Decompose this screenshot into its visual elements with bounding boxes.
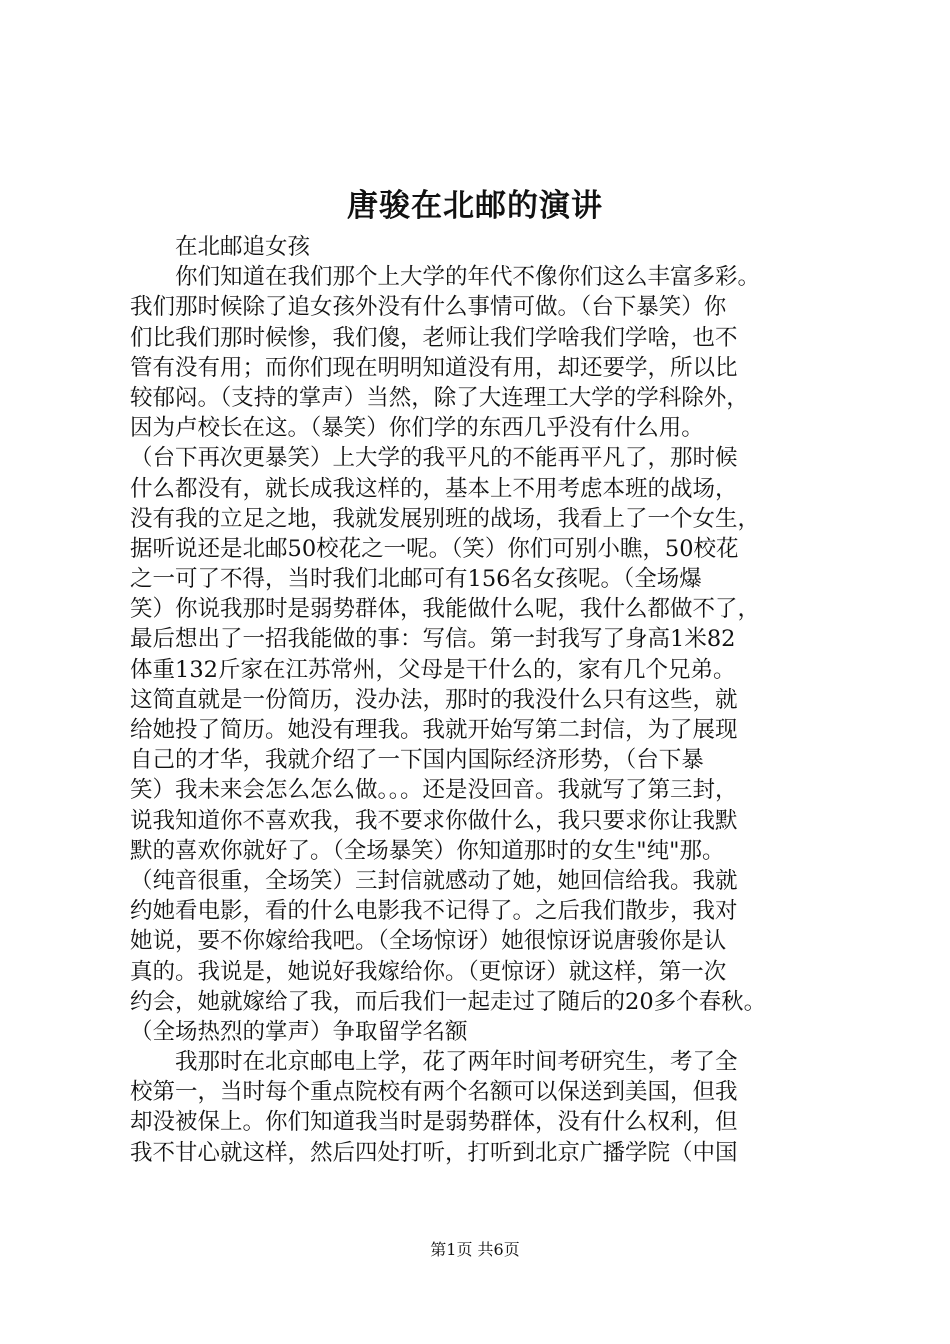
text-line: （纯音很重，全场笑）三封信就感动了她，她回信给我。我就: [130, 867, 738, 894]
text-line: 在北邮追女孩: [130, 234, 311, 260]
text-line: 据听说还是北邮50校花之一呢。（笑）你们可别小瞧，50校花: [130, 535, 739, 562]
text-line: 默的喜欢你就好了。（全场暴笑）你知道那时的女生"纯"那。: [130, 837, 725, 864]
text-line: 却没被保上。你们知道我当时是弱势群体，没有什么权利，但: [130, 1109, 738, 1136]
text-line: 校第一，当时每个重点院校有两个名额可以保送到美国，但我: [130, 1079, 738, 1106]
text-line: 什么都没有，就长成我这样的，基本上不用考虑本班的战场，: [130, 475, 738, 502]
text-line: 约她看电影，看的什么电影我不记得了。之后我们散步，我对: [130, 898, 738, 925]
text-line: 约会，她就嫁给了我，而后我们一起走过了随后的20多个春秋。: [130, 988, 767, 1015]
text-line: 我们那时候除了追女孩外没有什么事情可做。（台下暴笑）你: [130, 294, 727, 321]
text-line: 这简直就是一份简历，没办法，那时的我没什么只有这些，就: [130, 686, 738, 713]
text-line: 笑）你说我那时是弱势群体，我能做什么呢，我什么都做不了，: [130, 596, 761, 623]
page-footer: 第1页 共6页: [430, 1240, 520, 1259]
document-body: [130, 232, 848, 1168]
text-line: 你们知道在我们那个上大学的年代不像你们这么丰富多彩。: [130, 264, 761, 291]
text-line: 我不甘心就这样，然后四处打听，打听到北京广播学院（中国: [130, 1139, 738, 1166]
text-line: 最后想出了一招我能做的事：写信。第一封我写了身高1米82: [130, 626, 736, 653]
text-line: （台下再次更暴笑）上大学的我平凡的不能再平凡了，那时候: [130, 445, 738, 472]
text-line: （全场热烈的掌声）争取留学名额: [130, 1018, 468, 1045]
text-line: 之一可了不得，当时我们北邮可有156名女孩呢。（全场爆: [130, 566, 702, 593]
text-line: 没有我的立足之地，我就发展别班的战场，我看上了一个女生，: [130, 505, 761, 532]
text-line: 我那时在北京邮电上学，花了两年时间考研究生，考了全: [130, 1049, 738, 1076]
text-line: 较郁闷。（支持的掌声）当然，除了大连理工大学的学科除外，: [130, 384, 749, 411]
text-line: 自己的才华，我就介绍了一下国内国际经济形势，（台下暴: [130, 747, 704, 774]
text-line: 因为卢校长在这。（暴笑）你们学的东西几乎没有什么用。: [130, 415, 704, 442]
text-line: 笑）我未来会怎么怎么做。。。还是没回音。我就写了第三封，: [130, 777, 738, 804]
text-line: 给她投了简历。她没有理我。我就开始写第二封信，为了展现: [130, 717, 738, 743]
text-line: 管有没有用；而你们现在明明知道没有用，却还要学，所以比: [130, 354, 738, 381]
text-line: 她说，要不你嫁给我吧。（全场惊讶）她很惊讶说唐骏你是认: [130, 928, 727, 955]
text-line: 说我知道你不喜欢我，我不要求你做什么，我只要求你让我默: [130, 807, 738, 834]
text-line: 真的。我说是，她说好我嫁给你。（更惊讶）就这样，第一次: [130, 958, 727, 985]
text-line: 体重132斤家在江苏常州，父母是干什么的，家有几个兄弟。: [130, 656, 736, 683]
document-title: 唐骏在北邮的演讲: [347, 188, 603, 224]
text-line: 们比我们那时候惨，我们傻，老师让我们学啥我们学啥，也不: [130, 324, 738, 351]
